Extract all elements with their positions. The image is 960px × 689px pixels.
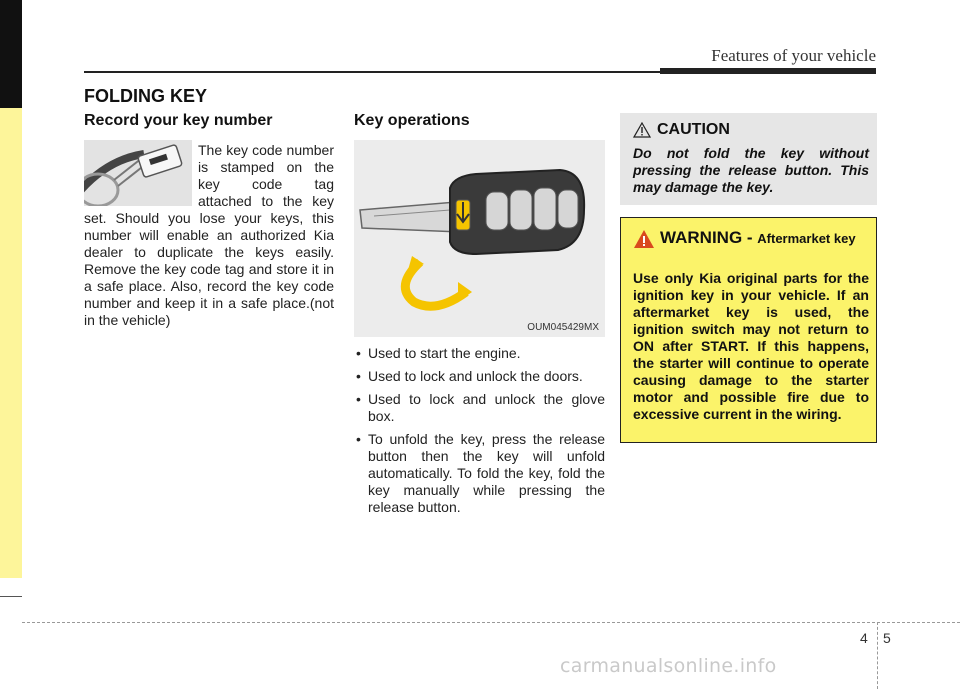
list-item: • To unfold the key, press the release button then the key will unfold automatically. To fold the key, fold the key manually while pressing the release button. (356, 431, 605, 515)
operations-heading: Key operations (354, 112, 470, 129)
list-item: • Used to lock and unlock the doors. (356, 368, 583, 384)
caution-text: Do not fold the key without pressing the release button. This may damage the key. (633, 145, 869, 195)
sidebar-tick (0, 596, 22, 597)
warning-heading (633, 228, 869, 249)
warning-subtitle: Aftermarket key (757, 231, 856, 246)
section-title: FOLDING KEY (84, 86, 208, 106)
footer-rule (22, 622, 960, 623)
caution-title: CAUTION (657, 121, 730, 138)
folding-key-image (354, 140, 605, 337)
operations-list (354, 345, 605, 522)
warning-title: WARNING - (660, 228, 758, 247)
warning-text: Use only Kia original parts for the ignition key in your vehicle. If an aftermarket key is used, the ignition switch may not return to ON after START. If this happens, the starter will continue to operate causing damage to the starter motor and possible fire due to excessive current in the wiring. (633, 270, 869, 422)
warning-box (620, 217, 877, 443)
record-text: The key code number is stamped on the key code tag attached to the key set. Should you lose your keys, this number will enable an authorized Kia dealer to duplicate the keys easily. Remove the key code tag and store it in a safe place. Also, record the key code number and keep it in a safe place.(not in the vehicle) (84, 142, 334, 328)
chapter-title: Features of your vehicle (711, 46, 876, 65)
watermark: carmanualsonline.info (560, 655, 777, 677)
caution-icon (633, 122, 651, 138)
footer-divider (877, 622, 878, 689)
folding-key-icon (354, 140, 605, 337)
caution-box (620, 113, 877, 205)
caution-heading (633, 121, 730, 139)
header-rule-accent (660, 68, 876, 74)
warning-icon (633, 229, 655, 249)
image-code: OUM045429MX (527, 322, 599, 333)
page-number: 5 (883, 630, 891, 646)
chapter-number: 4 (860, 630, 868, 646)
list-item: • Used to start the engine. (356, 345, 521, 361)
list-item: • Used to lock and unlock the glove box. (356, 391, 605, 424)
sidebar-tab (0, 0, 22, 108)
record-heading: Record your key number (84, 112, 273, 129)
